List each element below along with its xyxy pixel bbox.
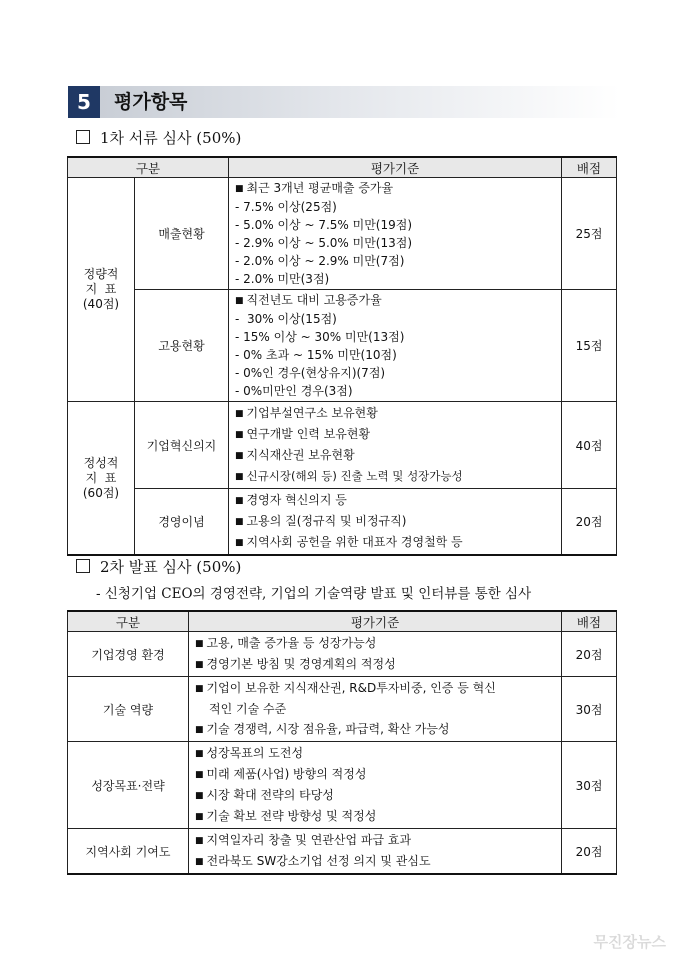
criteria-line: ■ 기술 경쟁력, 시장 점유율, 파급력, 확산 가능성 xyxy=(195,722,450,736)
criteria-cell xyxy=(229,290,562,402)
criteria-cell xyxy=(189,677,562,742)
criteria-line: - 30% 이상(15점) xyxy=(235,312,337,326)
bullet-square-icon: ■ xyxy=(235,472,244,482)
criteria-line: - 2.0% 이상 ~ 2.9% 미만(7점) xyxy=(235,254,405,268)
criteria-line: ■ 미래 제품(사업) 방향의 적정성 xyxy=(195,767,367,781)
round2-heading xyxy=(76,556,241,577)
score-cell: 30점 xyxy=(562,742,617,829)
table-row xyxy=(68,290,617,402)
bullet-square-icon: ■ xyxy=(235,184,244,194)
criteria-line: ■ 성장목표의 도전성 xyxy=(195,746,304,760)
criteria-line: ■ 기업이 보유한 지식재산권, R&D투자비중, 인증 등 혁신 xyxy=(195,681,496,695)
section-title: 평가항목 xyxy=(114,91,188,113)
score-cell: 15점 xyxy=(562,290,617,402)
criteria-line: - 2.9% 이상 ~ 5.0% 미만(13점) xyxy=(235,236,413,250)
category-cell: 성장목표·전략 xyxy=(68,742,189,829)
round2-table xyxy=(67,610,617,875)
criteria-line: ■ 고용의 질(정규직 및 비정규직) xyxy=(235,514,407,528)
watermark: 무진장뉴스 xyxy=(593,933,666,951)
bullet-square-icon: ■ xyxy=(235,517,244,527)
criteria-line: ■ 기업부설연구소 보유현황 xyxy=(235,406,378,420)
bullet-square-icon: ■ xyxy=(195,791,204,801)
header-category: 구분 xyxy=(68,157,229,178)
criteria-line: ■ 전라북도 SW강소기업 선정 의지 및 관심도 xyxy=(195,854,431,868)
bullet-square-icon: ■ xyxy=(195,684,204,694)
score-cell: 20점 xyxy=(562,632,617,677)
table-row xyxy=(68,178,617,290)
category-line: (40점) xyxy=(82,297,120,311)
category-qualitative xyxy=(68,402,135,556)
table-row xyxy=(68,829,617,875)
score-cell: 20점 xyxy=(562,829,617,875)
item-name: 매출현황 xyxy=(135,178,229,290)
section-number: 5 xyxy=(68,86,100,118)
category-line: 정량적 xyxy=(83,267,119,281)
category-quantitative xyxy=(68,178,135,402)
criteria-line: ■ 고용, 매출 증가율 등 성장가능성 xyxy=(195,636,377,650)
bullet-square-icon: ■ xyxy=(235,451,244,461)
bullet-square-icon: ■ xyxy=(195,660,204,670)
category-line: (60점) xyxy=(82,485,120,500)
category-line: 정성적 xyxy=(83,455,119,470)
header-criteria: 평가기준 xyxy=(229,157,562,178)
bullet-square-icon: ■ xyxy=(235,496,244,506)
round1-table xyxy=(67,156,617,556)
criteria-cell xyxy=(229,489,562,556)
round2-note: - 신청기업 CEO의 경영전략, 기업의 기술역량 발표 및 인터뷰를 통한 심사 xyxy=(96,586,532,602)
criteria-cell xyxy=(189,829,562,875)
item-name: 경영이념 xyxy=(135,489,229,556)
category-cell: 기술 역량 xyxy=(68,677,189,742)
criteria-line: ■ 시장 확대 전략의 타당성 xyxy=(195,788,334,802)
bullet-square-icon: ■ xyxy=(235,538,244,548)
criteria-line: - 0%미만인 경우(3점) xyxy=(235,384,353,398)
criteria-cell xyxy=(229,402,562,489)
table-row xyxy=(68,489,617,556)
criteria-line: ■ 신규시장(해외 등) 진출 노력 및 성장가능성 xyxy=(235,469,463,483)
criteria-cell xyxy=(189,742,562,829)
criteria-line: ■ 최근 3개년 평균매출 증가율 xyxy=(235,181,394,195)
bullet-square-icon: ■ xyxy=(195,812,204,822)
criteria-line: ■ 지역일자리 창출 및 연관산업 파급 효과 xyxy=(195,833,412,847)
checkbox-icon xyxy=(76,559,90,573)
round2-heading-text: 2차 발표 심사 (50%) xyxy=(100,558,242,576)
table-row xyxy=(68,677,617,742)
criteria-cell xyxy=(229,178,562,290)
score-cell: 25점 xyxy=(562,178,617,290)
criteria-line: ■ 기술 확보 전략 방향성 및 적정성 xyxy=(195,809,377,823)
item-name: 기업혁신의지 xyxy=(135,402,229,489)
header-score: 배점 xyxy=(562,157,617,178)
criteria-cell xyxy=(189,632,562,677)
header-criteria: 평가기준 xyxy=(189,611,562,632)
criteria-line: ■ 경영자 혁신의지 등 xyxy=(235,493,347,507)
bullet-square-icon: ■ xyxy=(195,857,204,867)
round1-heading-text: 1차 서류 심사 (50%) xyxy=(100,129,242,147)
header-category: 구분 xyxy=(68,611,189,632)
criteria-line: ■ 지역사회 공헌을 위한 대표자 경영철학 등 xyxy=(235,535,463,549)
criteria-line: - 7.5% 이상(25점) xyxy=(235,200,337,214)
category-line: 지 표 xyxy=(85,282,117,296)
criteria-line: ■ 직전년도 대비 고용증가율 xyxy=(235,293,382,307)
bullet-square-icon: ■ xyxy=(195,749,204,759)
bullet-square-icon: ■ xyxy=(195,639,204,649)
criteria-line: - 15% 이상 ~ 30% 미만(13점) xyxy=(235,330,405,344)
criteria-line: 적인 기술 수준 xyxy=(209,702,287,716)
score-cell: 20점 xyxy=(562,489,617,556)
table-row xyxy=(68,402,617,489)
category-cell: 지역사회 기여도 xyxy=(68,829,189,875)
header-score: 배점 xyxy=(562,611,617,632)
table-row xyxy=(68,742,617,829)
criteria-line: ■ 경영기본 방침 및 경영계획의 적정성 xyxy=(195,657,396,671)
category-line: 지 표 xyxy=(85,470,117,485)
bullet-square-icon: ■ xyxy=(195,770,204,780)
bullet-square-icon: ■ xyxy=(235,430,244,440)
section-header xyxy=(68,86,620,118)
criteria-line: - 0%인 경우(현상유지)(7점) xyxy=(235,366,386,380)
criteria-line: - 2.0% 미만(3점) xyxy=(235,272,330,286)
round1-heading xyxy=(76,127,241,148)
score-cell: 40점 xyxy=(562,402,617,489)
criteria-line: ■ 연구개발 인력 보유현황 xyxy=(235,427,371,441)
bullet-square-icon: ■ xyxy=(235,296,244,306)
category-cell: 기업경영 환경 xyxy=(68,632,189,677)
table-row xyxy=(68,632,617,677)
item-name: 고용현황 xyxy=(135,290,229,402)
checkbox-icon xyxy=(76,130,90,144)
criteria-line: - 5.0% 이상 ~ 7.5% 미만(19점) xyxy=(235,218,413,232)
score-cell: 30점 xyxy=(562,677,617,742)
criteria-line: - 0% 초과 ~ 15% 미만(10점) xyxy=(235,348,397,362)
bullet-square-icon: ■ xyxy=(235,409,244,419)
bullet-square-icon: ■ xyxy=(195,725,204,735)
criteria-line: ■ 지식재산권 보유현황 xyxy=(235,448,355,462)
bullet-square-icon: ■ xyxy=(195,836,204,846)
